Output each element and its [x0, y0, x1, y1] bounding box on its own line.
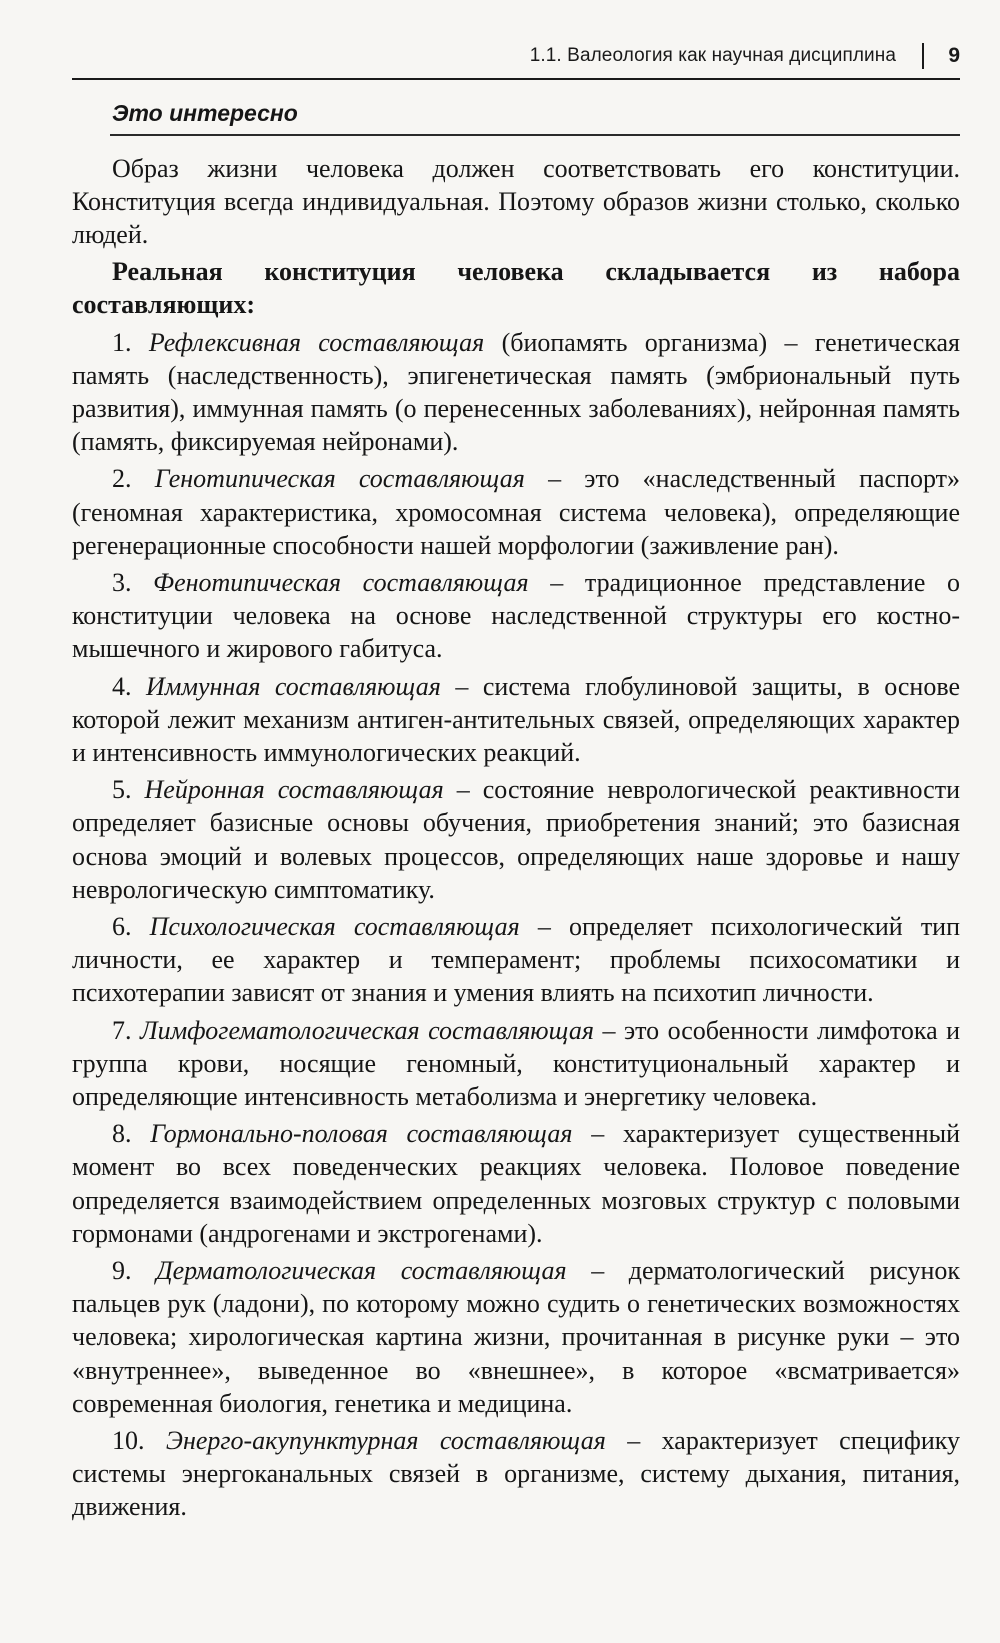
- box-title-rule: [110, 134, 960, 136]
- list-item: [72, 326, 960, 459]
- list-item: [72, 462, 960, 562]
- item-term: Генотипическая составляющая: [154, 464, 525, 494]
- item-number: 10.: [112, 1426, 145, 1456]
- intro-paragraph: Образ жизни человека должен соответствовать его конституции. Конституция всегда индивидуальная. Поэтому образов жизни столько, сколько людей.: [72, 153, 960, 249]
- lead-paragraph: Реальная конституция человека складывается из набора составляющих:: [72, 257, 960, 320]
- item-term: Психологическая составляющая: [149, 911, 520, 941]
- item-number: 9.: [112, 1256, 132, 1285]
- item-number: 1.: [112, 327, 132, 357]
- item-number: 8.: [112, 1119, 132, 1149]
- header-separator: [922, 43, 924, 69]
- box-title: Это интересно: [112, 100, 298, 126]
- item-term: Энерго-акупунктурная составляющая: [165, 1426, 606, 1456]
- page-number: 9: [948, 44, 960, 67]
- item-text: – дерматологический рисунок пальцев рук (ладони), по которому можно судить о генетических возможностях человека; хирологическая картина жизни, прочитанная в рисунке руки – это «внутреннее», выведенное во «внешнее», в которое «всматривается» современная биология, генетика и медицина.: [72, 1256, 960, 1418]
- item-text: – определяет психологический тип личности, ее характер и темперамент; проблемы психосоматики и психотерапии зависят от знания и умения влиять на психотип личности.: [72, 911, 961, 1008]
- item-number: 7.: [112, 1015, 132, 1045]
- item-term: Рефлексивная составляющая: [148, 327, 485, 357]
- item-text: – система глобулиновой защиты, в основе которой лежит механизм антиген-антительных связей, определяющих характер и интенсивность иммунологических реакций.: [72, 671, 960, 767]
- list-item: [72, 1254, 960, 1420]
- item-term: Иммунная составляющая: [146, 671, 441, 701]
- item-term: Лимфогематологическая составляющая: [139, 1015, 594, 1045]
- item-number: 5.: [112, 775, 132, 805]
- item-text: – характеризует специфику системы энергоканальных связей в организме, систему дыхания, питания, движения.: [72, 1426, 960, 1522]
- item-term: Гормонально-половая составляющая: [150, 1119, 573, 1149]
- running-header: [72, 40, 960, 72]
- item-text: (биопамять организма) – генетическая память (наследственность), эпигенетическая память (эмбриональный путь развития), иммунная память (о перенесенных заболеваниях), нейронная память (память, фиксируемая нейронами).: [72, 327, 960, 457]
- item-term: Фенотипическая составляющая: [153, 567, 529, 597]
- list-item: [72, 773, 960, 906]
- book-page: [72, 40, 960, 1528]
- item-term: Нейронная составляющая: [144, 775, 444, 805]
- item-text: – характеризует существенный момент во всех поведенческих реакциях человека. Половое поведение определяется взаимодействием определенных мозговых структур с половыми гормонами (андрогенами и экстрогенами).: [72, 1119, 961, 1248]
- list-item: [72, 1014, 960, 1114]
- item-text: – состояние неврологической реактивности определяет базисные основы обучения, приобретения знаний; это базисная основа эмоций и волевых процессов, определяющих наше здоровье и нашу неврологическую симптоматику.: [72, 775, 960, 904]
- item-number: 3.: [112, 567, 132, 597]
- item-text: – это особенности лимфотока и группа крови, носящие геномный, конституциональный характер и определяющие интенсивность метаболизма и энергетику человека.: [72, 1015, 960, 1111]
- body-text: [72, 152, 960, 1524]
- list-item: [72, 566, 960, 666]
- list-item: [72, 1117, 960, 1250]
- section-title: 1.1. Валеология как научная дисциплина: [529, 45, 896, 66]
- item-text: – это «наследственный паспорт» (геномная характеристика, хромосомная система человека), определяющие регенерационные способности нашей морфологии (заживление ран).: [72, 464, 960, 560]
- list-item: [72, 670, 960, 770]
- item-number: 4.: [112, 671, 132, 701]
- header-rule: [72, 78, 960, 80]
- list-item: [72, 910, 960, 1010]
- item-number: 6.: [112, 911, 132, 941]
- list-item: [72, 1424, 960, 1524]
- item-number: 2.: [112, 464, 132, 494]
- item-text: – традиционное представление о конституции человека на основе наследственной структуры его костно-мышечного и жирового габитуса.: [72, 567, 961, 664]
- item-term: Дерматологическая составляющая: [156, 1256, 567, 1285]
